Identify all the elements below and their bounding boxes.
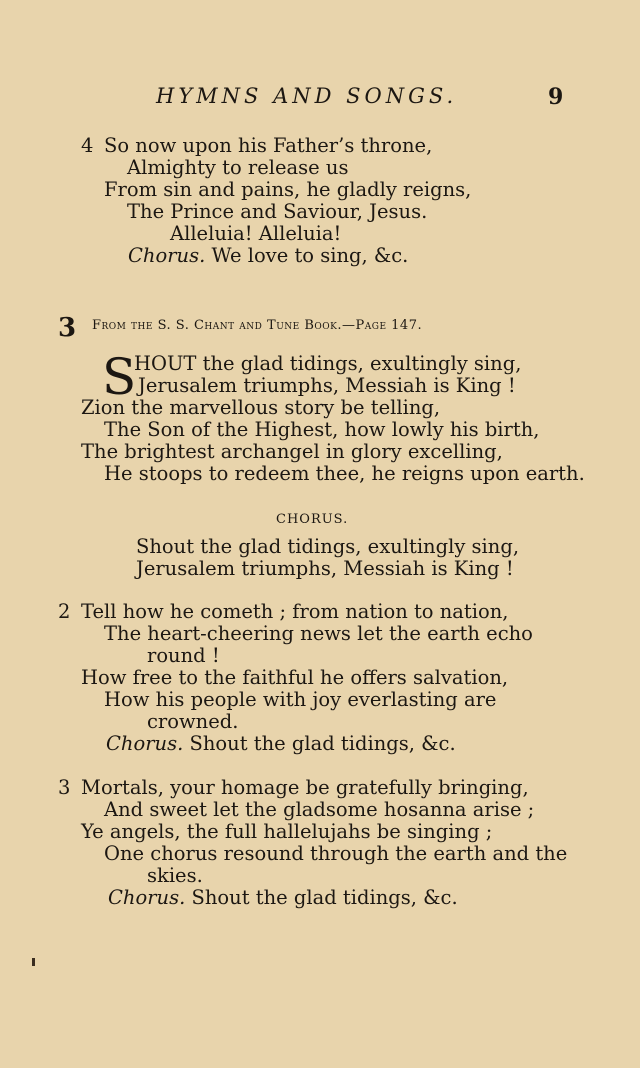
verse-line: He stoops to redeem thee, he reigns upon earth. (104, 462, 585, 485)
verse-line: Almighty to release us (127, 156, 349, 179)
verse-line: One chorus resound through the earth and the (104, 842, 568, 865)
verse-line: The heart-cheering news let the earth echo (104, 622, 533, 645)
chorus-heading: CHORUS. (276, 512, 349, 527)
verse-line: Ye angels, the full hallelujahs be singing ; (81, 820, 493, 843)
verse-line: skies. (147, 864, 203, 887)
chorus-line: Jerusalem triumphs, Messiah is King ! (136, 557, 514, 580)
verse-line: The Prince and Saviour, Jesus. (127, 200, 428, 223)
verse-line: So now upon his Father’s throne, (104, 134, 433, 157)
verse-number: 2 (58, 600, 71, 623)
verse-line: Zion the marvellous story be telling, (81, 396, 441, 419)
hymn-number: 3 (58, 313, 77, 343)
chorus-reference (106, 733, 456, 755)
chorus-text: Shout the glad tidings, &c. (191, 886, 458, 909)
chorus-text: Shout the glad tidings, &c. (189, 732, 456, 755)
verse-line: The brightest archangel in glory excelling, (81, 440, 503, 463)
verse-line: Mortals, your homage be gratefully bringing, (81, 776, 529, 799)
verse-line: The Son of the Highest, how lowly his birth, (104, 418, 540, 441)
page-number: 9 (548, 84, 564, 110)
verse-number: 3 (58, 776, 71, 799)
verse-line: Jerusalem triumphs, Messiah is King ! (138, 374, 516, 397)
verse-line: crowned. (147, 710, 239, 733)
chorus-label: Chorus. (108, 886, 186, 909)
chorus-label: Chorus. (128, 244, 206, 267)
verse-line: HOUT the glad tidings, exultingly sing, (134, 352, 522, 375)
verse-line: Alleluia! Alleluia! (170, 222, 342, 245)
verse-number: 4 (81, 134, 94, 157)
running-header: HYMNS AND SONGS. (156, 84, 458, 108)
verse-line: And sweet let the gladsome hosanna arise ; (104, 798, 535, 821)
verse-line: How free to the faithful he offers salvation, (81, 666, 509, 689)
chorus-reference (108, 887, 458, 909)
drop-cap: S (102, 348, 137, 406)
chorus-line: Shout the glad tidings, exultingly sing, (136, 535, 520, 558)
ink-speck (32, 958, 35, 966)
hymn-source: From the S. S. Chant and Tune Book.—Page 147. (92, 318, 423, 333)
verse-line: From sin and pains, he gladly reigns, (104, 178, 472, 201)
chorus-label: Chorus. (106, 732, 184, 755)
chorus-text: We love to sing, &c. (211, 244, 409, 267)
verse-line: How his people with joy everlasting are (104, 688, 497, 711)
verse-line: Tell how he cometh ; from nation to nation, (81, 600, 509, 623)
chorus-reference (128, 245, 408, 267)
verse-line: round ! (147, 644, 220, 667)
